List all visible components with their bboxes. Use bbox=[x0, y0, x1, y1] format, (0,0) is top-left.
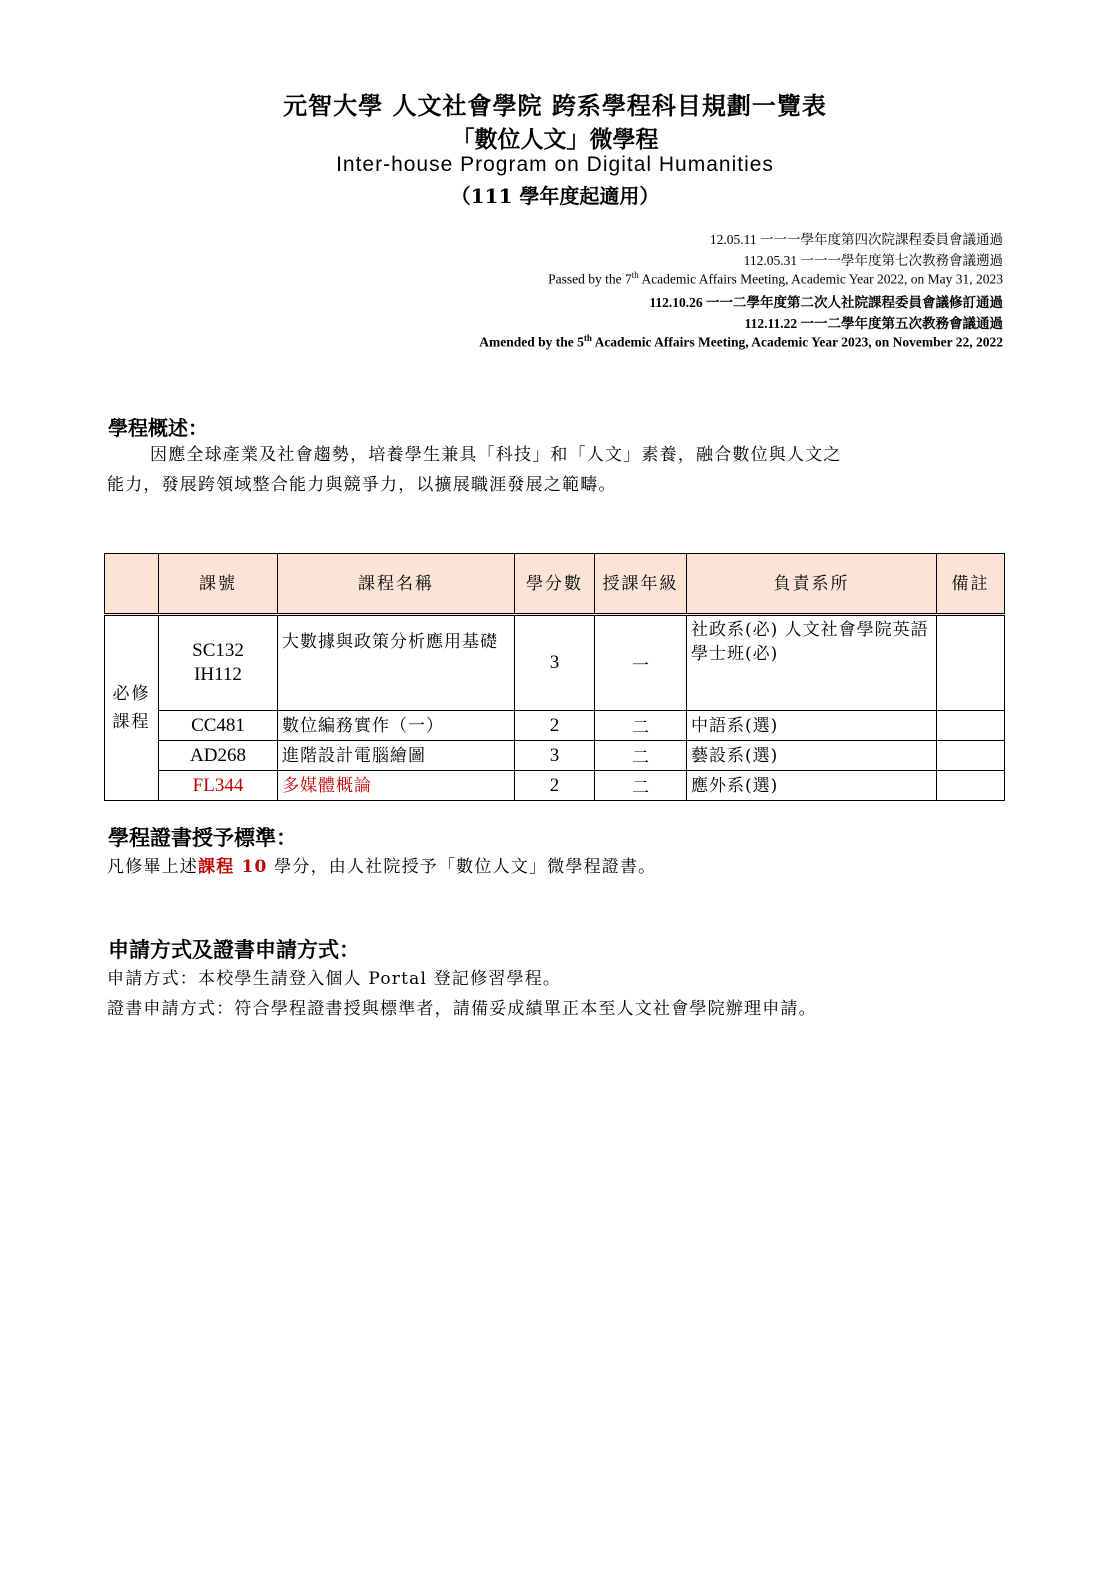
approval-line-5: 112.11.22 一一二學年度第五次教務會議通過 bbox=[744, 316, 1003, 331]
approval-line-1: 12.05.11 一一一學年度第四次院課程委員會議通過 bbox=[709, 232, 1003, 247]
course-code bbox=[159, 615, 278, 711]
course-code: FL344 bbox=[159, 771, 278, 801]
course-grade: 二 bbox=[595, 711, 687, 741]
header-course-code: 課號 bbox=[159, 554, 278, 615]
overview-heading: 學程概述： bbox=[108, 416, 208, 440]
course-code-text: SC132 IH112 bbox=[192, 640, 244, 685]
overview-line-1: 因應全球產業及社會趨勢，培養學生兼具「科技」和「人文」素養，融合數位與人文之 bbox=[150, 445, 842, 465]
approval-line-3-sup: th bbox=[631, 270, 639, 280]
header-grade: 授課年級 bbox=[595, 554, 687, 615]
header-credits: 學分數 bbox=[515, 554, 595, 615]
overview-line-2: 能力，發展跨領域整合能力與競爭力，以擴展職涯發展之範疇。 bbox=[107, 475, 617, 495]
header-blank bbox=[105, 554, 159, 615]
certificate-text-post: 學分，由人社院授予「數位人文」微學程證書。 bbox=[267, 857, 657, 877]
course-note bbox=[937, 771, 1005, 801]
course-code: CC481 bbox=[159, 711, 278, 741]
program-name: 「數位人文」微學程 bbox=[451, 126, 659, 153]
approval-line-3 bbox=[548, 270, 1003, 288]
course-department: 應外系(選) bbox=[687, 771, 937, 801]
certificate-credit-highlight: 課程 10 bbox=[198, 857, 268, 877]
application-heading: 申請方式及證書申請方式： bbox=[108, 937, 360, 962]
course-name: 大數據與政策分析應用基礎 bbox=[278, 615, 515, 711]
approval-line-3-pre: Passed by the 7 bbox=[548, 271, 632, 287]
course-name: 多媒體概論 bbox=[278, 771, 515, 801]
course-credits: 2 bbox=[515, 771, 595, 801]
course-credits: 2 bbox=[515, 711, 595, 741]
course-name: 數位編務實作（一） bbox=[278, 711, 515, 741]
required-group-label bbox=[105, 615, 159, 801]
course-credits: 3 bbox=[515, 615, 595, 711]
approval-line-2: 112.05.31 一一一學年度第七次教務會議遡過 bbox=[743, 253, 1003, 268]
approval-line-4: 112.10.26 一一二學年度第二次人社院課程委員會議修訂通過 bbox=[649, 295, 1003, 310]
certificate-text bbox=[107, 852, 656, 882]
approval-line-6-pre: Amended by the 5 bbox=[479, 334, 584, 350]
table-row bbox=[105, 615, 1005, 711]
course-note bbox=[937, 615, 1005, 711]
document-title: 元智大學 人文社會學院 跨系學程科目規劃一覽表 bbox=[283, 91, 827, 120]
course-note bbox=[937, 741, 1005, 771]
course-table bbox=[104, 553, 1005, 801]
course-code: AD268 bbox=[159, 741, 278, 771]
course-department: 中語系(選) bbox=[687, 711, 937, 741]
header-course-name: 課程名稱 bbox=[278, 554, 515, 615]
certificate-text-pre: 凡修畢上述 bbox=[107, 857, 198, 877]
program-english-name: Inter-house Program on Digital Humanities bbox=[336, 153, 774, 176]
course-department: 社政系(必) 人文社會學院英語學士班(必) bbox=[687, 615, 937, 711]
application-line-2: 證書申請方式：符合學程證書授與標準者，請備妥成績單正本至人文社會學院辦理申請。 bbox=[107, 999, 817, 1019]
course-name: 進階設計電腦繪圖 bbox=[278, 741, 515, 771]
table-header-row bbox=[105, 554, 1005, 615]
certificate-heading: 學程證書授予標準： bbox=[108, 825, 297, 850]
approval-line-3-post: Academic Affairs Meeting, Academic Year 2022, on May 31, 2023 bbox=[638, 271, 1003, 287]
approval-line-6-sup: th bbox=[583, 333, 592, 343]
course-grade: 二 bbox=[595, 741, 687, 771]
applicable-year: （111 學年度起適用） bbox=[450, 184, 660, 208]
header-note: 備註 bbox=[937, 554, 1005, 615]
course-department: 藝設系(選) bbox=[687, 741, 937, 771]
table-row bbox=[105, 711, 1005, 741]
course-grade: 一 bbox=[595, 615, 687, 711]
course-credits: 3 bbox=[515, 741, 595, 771]
approval-line-6-post: Academic Affairs Meeting, Academic Year 2023, on November 22, 2022 bbox=[591, 334, 1003, 350]
header-department: 負責系所 bbox=[687, 554, 937, 615]
course-note bbox=[937, 711, 1005, 741]
application-line-1: 申請方式：本校學生請登入個人 Portal 登記修習學程。 bbox=[107, 969, 562, 989]
table-row bbox=[105, 771, 1005, 801]
approval-line-6 bbox=[479, 333, 1003, 351]
table-row bbox=[105, 741, 1005, 771]
course-grade: 二 bbox=[595, 771, 687, 801]
required-group-text: 必修課程 bbox=[112, 684, 151, 732]
